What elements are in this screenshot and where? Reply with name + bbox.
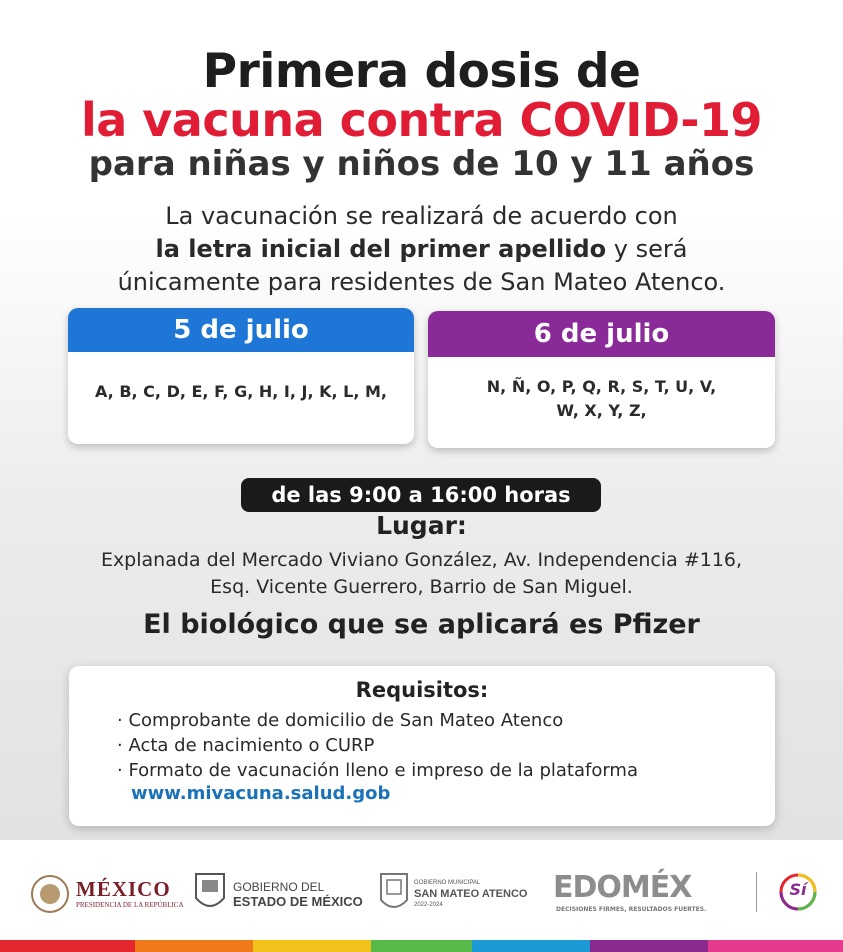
edomex-gov-line-1: GOBIERNO DEL xyxy=(233,880,325,894)
letters-line: N, Ñ, O, P, Q, R, S, T, U, V, xyxy=(486,377,717,396)
municipal-shield-icon xyxy=(378,870,410,914)
address-line-2: Esq. Vicente Guerrero, Barrio de San Miguel. xyxy=(210,576,633,598)
date-card-1-header: 5 de julio xyxy=(68,308,414,352)
requirements-card xyxy=(69,666,775,826)
letters-line: A, B, C, D, E, F, G, H, I, J, K, L, M, xyxy=(95,382,387,401)
hours-badge: de las 9:00 a 16:00 horas xyxy=(241,478,601,512)
municipal-line-3: 2022-2024 xyxy=(414,902,443,908)
footer-divider xyxy=(756,872,757,912)
date-card-1 xyxy=(68,308,414,444)
title-line-3: para niñas y niños de 10 y 11 años xyxy=(88,144,755,184)
color-stripe xyxy=(0,940,843,952)
letters-line: W, X, Y, Z, xyxy=(556,401,647,420)
mexico-seal-icon xyxy=(30,874,70,914)
requirement-item: · Acta de nacimiento o CURP xyxy=(117,735,375,756)
place-label: Lugar: xyxy=(376,511,467,540)
si-logo-text: Sí xyxy=(789,880,807,899)
edomex-brand-text: EDOMÉX xyxy=(553,870,692,905)
requirement-item: · Formato de vacunación lleno e impreso de la plataforma xyxy=(117,760,638,781)
intro-line-2 xyxy=(0,233,843,266)
intro-text xyxy=(0,200,843,299)
place-address xyxy=(0,547,843,601)
title-line-1: Primera dosis de xyxy=(202,44,641,99)
edomex-gov-line-2: ESTADO DE MÉXICO xyxy=(233,894,363,909)
edomex-slogan: DECISIONES FIRMES, RESULTADOS FUERTES. xyxy=(556,906,707,913)
intro-bold: la letra inicial del primer apellido xyxy=(155,235,607,263)
municipal-line-2: SAN MATEO ATENCO xyxy=(414,888,528,900)
intro-line-2-rest: y será xyxy=(606,235,688,263)
mexico-logo-sub: PRESIDENCIA DE LA REPÚBLICA xyxy=(76,901,184,909)
vaccine-portal-link[interactable]: www.mivacuna.salud.gob xyxy=(131,783,391,804)
date-card-2 xyxy=(428,311,775,448)
date-card-1-body xyxy=(68,352,414,404)
date-card-2-body xyxy=(428,357,775,423)
date-card-2-header: 6 de julio xyxy=(428,311,775,357)
requirements-title: Requisitos: xyxy=(355,678,489,702)
intro-line-3: únicamente para residentes de San Mateo Atenco. xyxy=(117,268,726,296)
mexico-logo-text: MÉXICO xyxy=(76,877,171,901)
requirements-list xyxy=(117,708,638,783)
municipal-line-1: GOBIERNO MUNICIPAL xyxy=(414,880,481,886)
intro-line-1: La vacunación se realizará de acuerdo con xyxy=(165,202,678,230)
footer-logos xyxy=(0,840,843,952)
address-line-1: Explanada del Mercado Viviano González, Av. Independencia #116, xyxy=(100,549,743,571)
vaccine-note: El biológico que se aplicará es Pfizer xyxy=(143,609,700,640)
requirement-item: · Comprobante de domicilio de San Mateo Atenco xyxy=(117,710,564,731)
edomex-shield-icon xyxy=(192,870,228,914)
title-line-2: la vacuna contra COVID-19 xyxy=(80,93,762,147)
